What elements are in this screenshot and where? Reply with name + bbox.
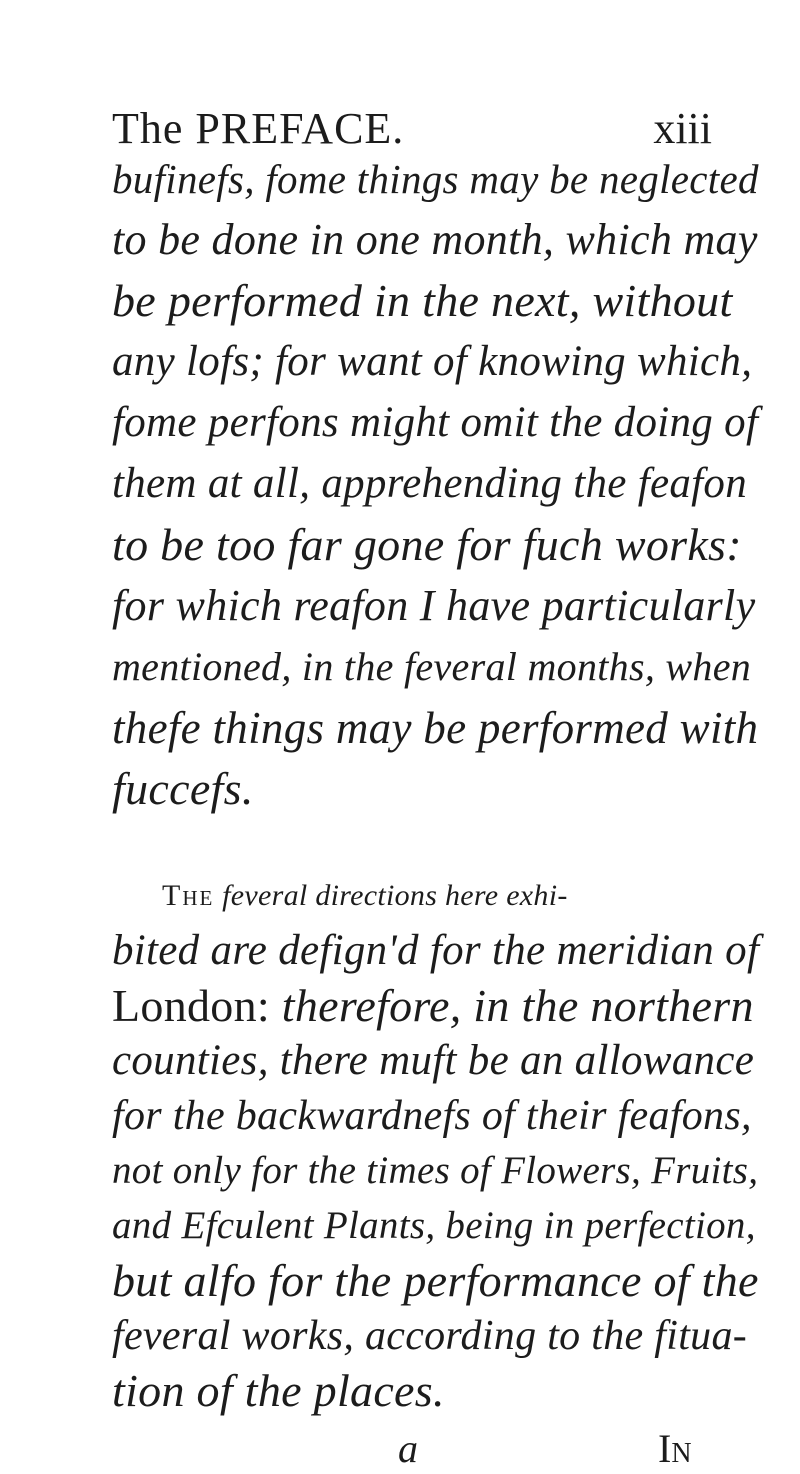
text-line: be performed in the next, without <box>112 275 733 326</box>
text-line: counties, there muft be an allowance <box>112 1037 755 1084</box>
text-line: fome perfons might omit the doing of <box>112 399 759 446</box>
text-line <box>112 978 754 1034</box>
line-text: therefore, in the northern <box>281 980 754 1031</box>
catchword: In <box>658 1426 692 1471</box>
running-title: The PREFACE. <box>112 104 405 153</box>
text-line: tion of the places. <box>112 1365 445 1416</box>
text-line: for which reafon I have particularly <box>112 581 756 630</box>
text-line: and Efculent Plants, being in perfection, <box>112 1204 756 1247</box>
text-line: them at all, apprehending the feafon <box>112 460 747 507</box>
text-line: to be done in one month, which may <box>112 215 758 264</box>
running-header <box>112 101 712 157</box>
text-line: feveral works, according to the fitua- <box>112 1313 748 1359</box>
text-line: thefe things may be performed with <box>112 703 759 753</box>
text-line: mentioned, in the feveral months, when <box>112 644 752 689</box>
text-line: not only for the times of Flowers, Fruits, <box>112 1149 759 1192</box>
text-line: for the backwardnefs of their feafons, <box>112 1093 752 1139</box>
text-line: bited are defign'd for the meridian of <box>112 927 760 974</box>
place-name: London: <box>112 980 270 1031</box>
text-line: bufinefs, fome things may be neglected <box>112 156 759 202</box>
text-line: any lofs; for want of knowing which, <box>112 338 753 385</box>
text-line <box>162 868 772 924</box>
page-number: xiii <box>653 104 712 153</box>
text-line: fuccefs. <box>112 763 254 814</box>
line-text: feveral directions here exhi- <box>222 879 568 912</box>
opening-word: The <box>162 879 215 912</box>
text-line: to be too far gone for fuch works: <box>112 519 742 570</box>
signature-mark: a <box>398 1426 418 1471</box>
text-line: but alfo for the performance of the <box>112 1255 759 1306</box>
